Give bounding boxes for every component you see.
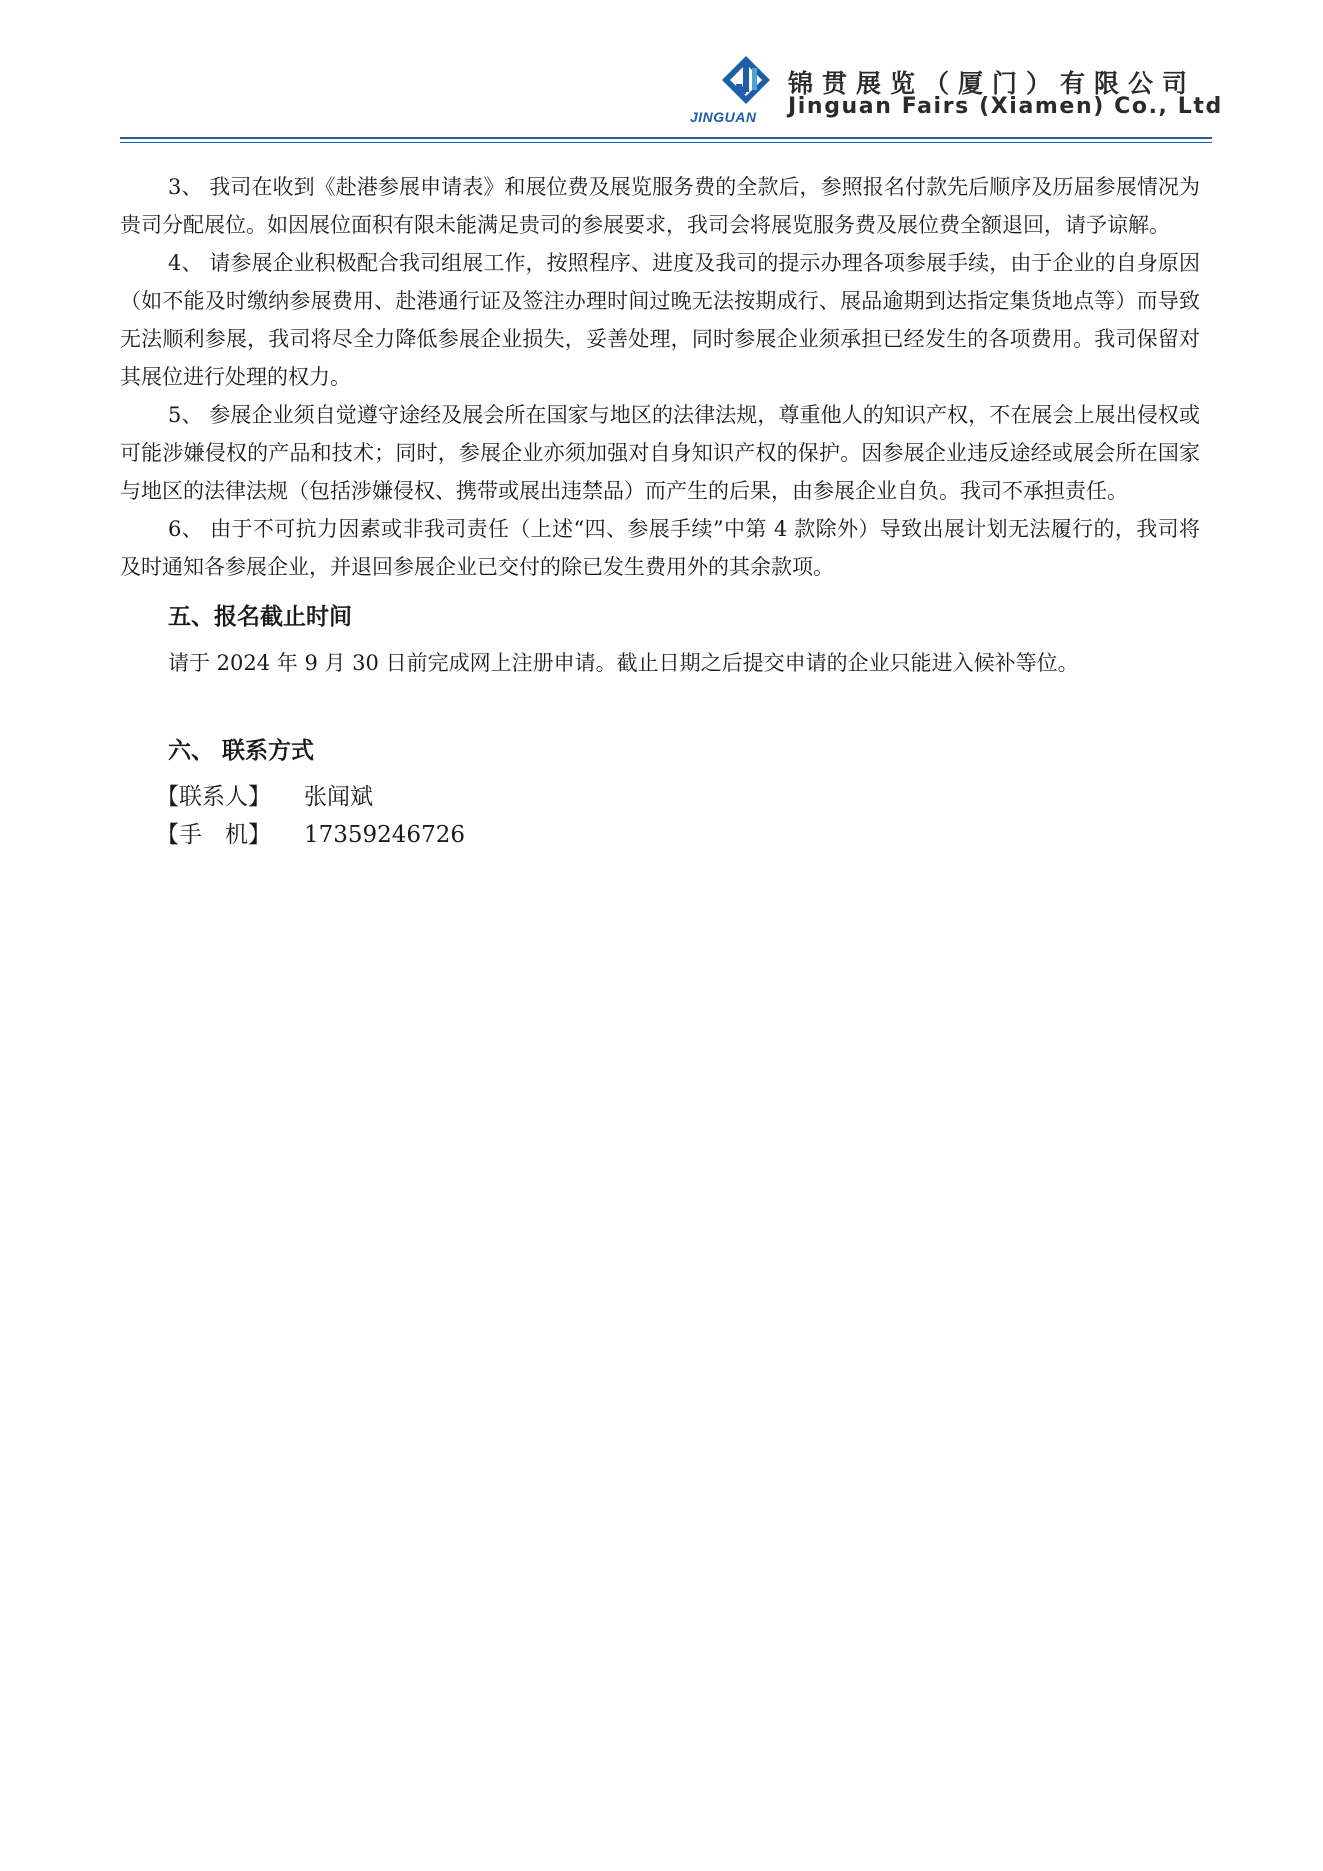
list-item: 3、 我司在收到《赴港参展申请表》和展位费及展览服务费的全款后，参照报名付款先后顺序及历届参展情况为贵司分配展位。如因展位面积有限未能满足贵司的参展要求，我司会将展览服务费及展位费全额退回，请予谅解。	[120, 175, 1200, 237]
contact-phone	[156, 816, 1200, 854]
list-item: 5、 参展企业须自觉遵守途经及展会所在国家与地区的法律法规，尊重他人的知识产权，不在展会上展出侵权或可能涉嫌侵权的产品和技术；同时，参展企业亦须加强对自身知识产权的保护。因参展企业违反途经或展会所在国家与地区的法律法规（包括涉嫌侵权、携带或展出违禁品）而产生的后果，由参展企业自负。我司不承担责任。	[120, 403, 1200, 503]
company-name-en: Jinguan Fairs (Xiamen) Co., Ltd	[788, 94, 1223, 119]
list-item: 6、 由于不可抗力因素或非我司责任（上述“四、参展手续”中第 4 款除外）导致出展计划无法履行的，我司将及时通知各参展企业，并退回参展企业已交付的除已发生费用外的其余款项。	[120, 517, 1200, 579]
company-name-cn: 锦贯展览（厦门）有限公司	[788, 69, 1197, 98]
list-item: 4、 请参展企业积极配合我司组展工作，按照程序、进度及我司的提示办理各项参展手续，由于企业的自身原因（如不能及时缴纳参展费用、赴港通行证及签注办理时间过晚无法按期成行、展品逾期到达指定集货地点等）而导致无法顺利参展，我司将尽全力降低参展企业损失，妥善处理，同时参展企业须承担已经发生的各项费用。我司保留对其展位进行处理的权力。	[120, 251, 1200, 389]
document-body	[120, 168, 1200, 854]
contact-person	[156, 778, 1200, 816]
contact-phone-value: 17359246726	[304, 822, 465, 848]
contact-phone-label: 【手 机】	[156, 822, 271, 848]
header-rule-thin	[120, 142, 1212, 143]
contact-person-value: 张闻斌	[304, 784, 373, 810]
logo-text: JINGUAN	[690, 109, 757, 125]
section-title-contact: 六、 联系方式	[168, 738, 315, 764]
contact-person-label: 【联系人】	[156, 784, 271, 810]
letterhead	[120, 50, 1223, 140]
jinguan-logo-icon	[718, 54, 774, 106]
deadline-text: 请于 2024 年 9 月 30 日前完成网上注册申请。截止日期之后提交申请的企业只能进入候补等位。	[168, 651, 1079, 675]
section-title-deadline: 五、报名截止时间	[168, 604, 352, 630]
header-rule-thick	[120, 137, 1212, 139]
